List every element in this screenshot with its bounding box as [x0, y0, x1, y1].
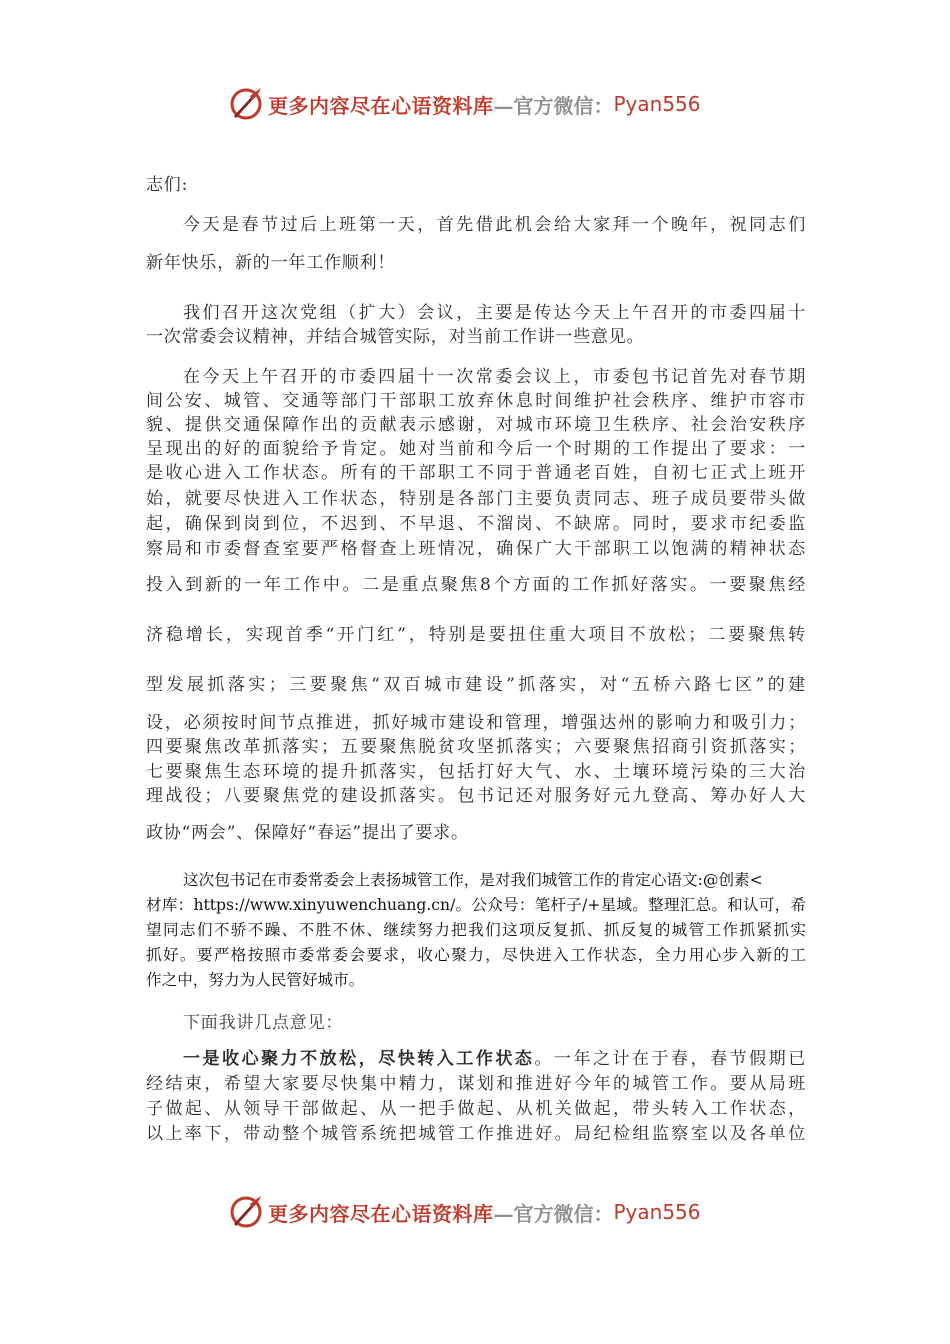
- text-line: 始，就要尽快进入工作状态，特别是各部门主要负责同志、班子成员要带头做: [146, 489, 806, 509]
- text-line: 设，必须按时间节点推进，抓好城市建设和管理，增强达州的影响力和吸引力；: [146, 713, 806, 733]
- text-line: 一次常委会议精神，并结合城管实际，对当前工作讲一些意见。: [146, 327, 645, 347]
- text-line: 抓好。要严格按照市委常委会要求，收心聚力，尽快进入工作状态，全力用心步入新的工: [146, 946, 806, 964]
- banner-text-wechat: —官方微信：: [493, 93, 614, 118]
- banner-text-library: 更多内容尽在心语资料库: [268, 1201, 494, 1226]
- text-line: 起，确保到岗到位，不迟到、不早退、不溜岗、不缺席。同时，要求市纪委监: [146, 514, 806, 534]
- quill-logo-icon: [228, 86, 264, 122]
- text-line: 志们:: [146, 175, 189, 195]
- footer-banner: [228, 1192, 748, 1232]
- text-line: 七要聚焦生态环境的提升抓落实，包括打好大气、水、土壤环境污染的三大治: [146, 762, 806, 782]
- text-line: 貌、提供交通保障作出的贡献表示感谢，对城市环境卫生秩序、社会治安秩序: [146, 415, 806, 435]
- banner-text-wechat: —官方微信：: [493, 1201, 614, 1226]
- text-line: 呈现出的好的面貌给予肯定。她对当前和今后一个时期的工作提出了要求：一: [146, 439, 806, 459]
- text-line: 在今天上午召开的市委四届十一次常委会议上，市委包书记首先对春节期: [183, 367, 806, 387]
- text-line: 我们召开这次党组（扩大）会议，主要是传达今天上午召开的市委四届十: [183, 303, 806, 323]
- text-line: 以上率下，带动整个城管系统把城管工作推进好。局纪检组监察室以及各单位: [146, 1124, 806, 1144]
- text-line: 作之中，努力为人民管好城市。: [146, 971, 365, 989]
- text-line: [146, 1044, 806, 1069]
- text-line: 理战役；八要聚焦党的建设抓落实。包书记还对服务好元九登高、筹办好人大: [146, 786, 806, 806]
- text-line: 察局和市委督查室要严格督查上班情况，确保广大干部职工以饱满的精神状态: [146, 539, 806, 559]
- quill-logo-icon: [228, 1194, 264, 1230]
- text-line: 型发展抓落实；三要聚焦“双百城市建设”抓落实，对“五桥六路七区”的建: [146, 675, 806, 695]
- banner-text-id: Pyan556: [613, 92, 701, 116]
- text-line: 望同志们不骄不躁、不胜不休、继续努力把我们这项反复抓、抓反复的城管工作抓紧抓实: [146, 921, 806, 939]
- text-line: 下面我讲几点意见：: [183, 1013, 344, 1033]
- text-line: 这次包书记在市委常委会上表扬城管工作，是对我们城管工作的肯定心语文:@创素<: [183, 871, 763, 889]
- header-banner: [228, 84, 748, 124]
- text-line: 政协“两会”、保障好“春运”提出了要求。: [146, 823, 469, 843]
- text-line: 间公安、城管、交通等部门干部职工放弃休息时间维护社会秩序、维护市容市: [146, 391, 806, 411]
- banner-text-id: Pyan556: [613, 1200, 701, 1224]
- emphasis-heading: 一是收心聚力不放松，尽快转入工作状态: [183, 1049, 535, 1069]
- text-line: 新年快乐，新的一年工作顺利！: [146, 253, 396, 273]
- text-line: 是收心进入工作状态。所有的干部职工不同于普通老百姓，自初七正式上班开: [146, 463, 806, 483]
- text-line: 投入到新的一年工作中。二是重点聚焦8个方面的工作抓好落实。一要聚焦经: [146, 575, 806, 595]
- text-line: 今天是春节过后上班第一天，首先借此机会给大家拜一个晚年，祝同志们: [183, 215, 806, 235]
- text-line: 子做起、从领导干部做起、从一把手做起、从机关做起，带头转入工作状态，: [146, 1099, 806, 1119]
- banner-text-library: 更多内容尽在心语资料库: [268, 93, 494, 118]
- text-fragment: 。一年之计在于春，春节假期已: [534, 1049, 806, 1069]
- text-line: 材库：https://www.xinyuwenchuang.cn/。公众号：笔杆子/+星域。整理汇总。和认可，希: [146, 896, 806, 914]
- text-line: 四要聚焦改革抓落实；五要聚焦脱贫攻坚抓落实；六要聚焦招商引资抓落实；: [146, 737, 806, 757]
- text-line: 经结束，希望大家要尽快集中精力，谋划和推进好今年的城管工作。要从局班: [146, 1074, 806, 1094]
- text-line: 济稳增长，实现首季“开门红”，特别是要扭住重大项目不放松；二要聚焦转: [146, 625, 806, 645]
